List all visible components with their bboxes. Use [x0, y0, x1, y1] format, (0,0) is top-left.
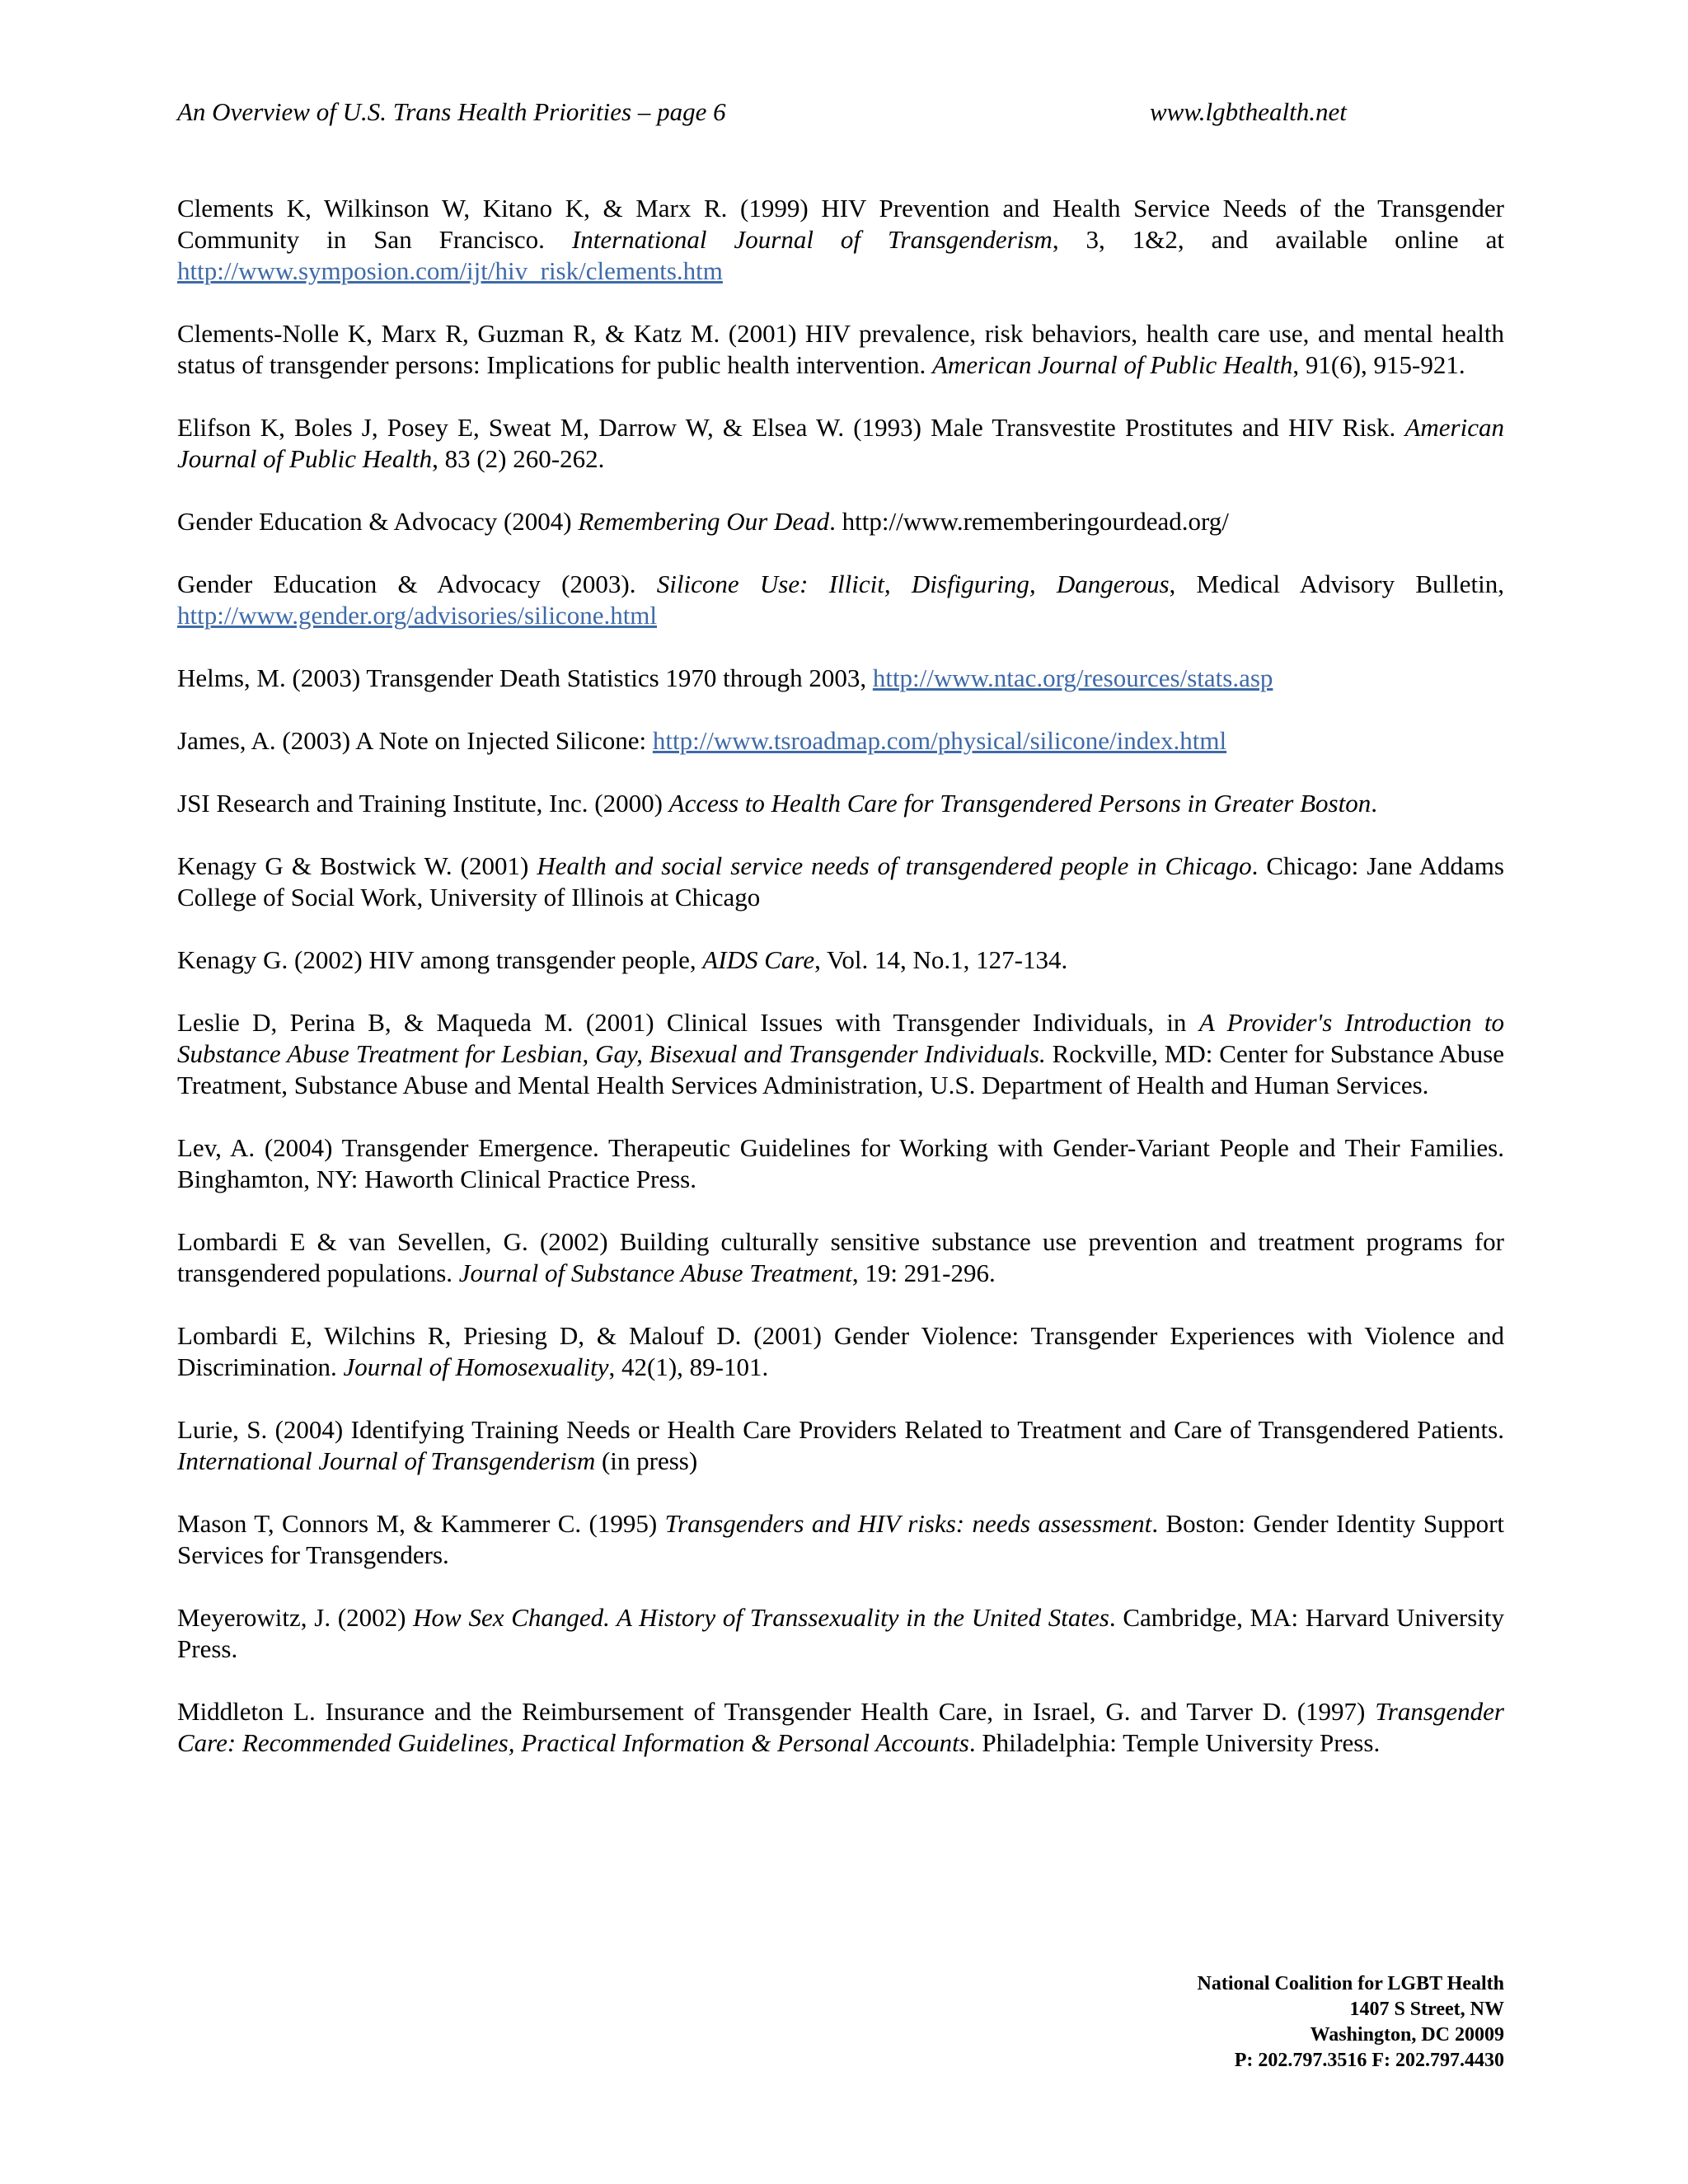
reference-text: . http://www.rememberingourdead.org/	[829, 507, 1229, 536]
reference-text: Clements K, Wilkinson W, Kitano K, & Marx R. (1999) HIV Prevention and Health Service Needs of the Transgender Community in San Francisco.	[177, 194, 1504, 254]
reference-text: , 3, 1&2, and available online at	[1052, 225, 1505, 254]
reference-text: JSI Research and Training Institute, Inc. (2000)	[177, 789, 669, 818]
reference-text: , Medical Advisory Bulletin,	[1169, 569, 1504, 598]
publication-title: How Sex Changed. A History of Transsexuality in the United States	[413, 1603, 1109, 1632]
reference-text: Clements-Nolle K, Marx R, Guzman R, & Katz M. (2001) HIV prevalence, risk behaviors, health care use, and mental health status of transgender persons: Implications for public health intervention.	[177, 319, 1504, 379]
reference-text: Leslie D, Perina B, & Maqueda M. (2001) Clinical Issues with Transgender Individuals, in	[177, 1008, 1199, 1037]
publication-title: Transgender Care: Recommended Guidelines, Practical Information & Personal Accounts	[177, 1697, 1504, 1757]
organization-name: National Coalition for LGBT Health	[1197, 1973, 1504, 1994]
reference-list	[177, 193, 1504, 1790]
reference-entry	[177, 725, 1504, 757]
reference-text: , 91(6), 915-921.	[1292, 350, 1465, 379]
reference-entry	[177, 1007, 1504, 1101]
reference-text: Lev, A. (2004) Transgender Emergence. Therapeutic Guidelines for Working with Gender-Variant People and Their Families. Binghamton, NY: Haworth Clinical Practice Press.	[177, 1133, 1504, 1193]
reference-entry	[177, 193, 1504, 287]
reference-text: James, A. (2003) A Note on Injected Silicone:	[177, 726, 653, 755]
reference-entry	[177, 1696, 1504, 1759]
reference-entry	[177, 663, 1504, 694]
phone-fax: P: 202.797.3516 F: 202.797.4430	[1234, 2050, 1504, 2071]
reference-text: Elifson K, Boles J, Posey E, Sweat M, Darrow W, & Elsea W. (1993) Male Transvestite Prostitutes and HIV Risk.	[177, 413, 1405, 442]
reference-entry	[177, 1132, 1504, 1195]
reference-url-link[interactable]: http://www.ntac.org/resources/stats.asp	[872, 663, 1273, 692]
city-address: Washington, DC 20009	[1310, 2024, 1504, 2046]
reference-text: (in press)	[595, 1446, 698, 1475]
reference-text: . Cambridge, MA: Harvard University Press.	[177, 1603, 1504, 1663]
reference-entry	[177, 1414, 1504, 1477]
reference-text: Lombardi E & van Sevellen, G. (2002) Building culturally sensitive substance use prevention and treatment programs for transgendered populations.	[177, 1227, 1504, 1287]
publication-title: Remembering Our Dead	[578, 507, 830, 536]
reference-text: .	[1371, 789, 1377, 818]
reference-entry	[177, 506, 1504, 537]
reference-entry	[177, 851, 1504, 913]
reference-entry	[177, 1226, 1504, 1289]
reference-entry	[177, 1320, 1504, 1383]
publication-title: Silicone Use: Illicit, Disfiguring, Dangerous	[656, 569, 1170, 598]
reference-text: Meyerowitz, J. (2002)	[177, 1603, 414, 1632]
reference-text: . Philadelphia: Temple University Press.	[968, 1728, 1381, 1757]
reference-text: Kenagy G. (2002) HIV among transgender people,	[177, 945, 703, 974]
reference-text: Middleton L. Insurance and the Reimbursement of Transgender Health Care, in Israel, G. and Tarver D. (1997)	[177, 1697, 1376, 1726]
reference-text: , 83 (2) 260-262.	[432, 444, 605, 473]
reference-url-link[interactable]: http://www.gender.org/advisories/silicone.html	[177, 601, 658, 630]
contact-block	[1198, 1971, 1504, 2074]
reference-entry	[177, 318, 1504, 381]
publication-title: International Journal of Transgenderism	[177, 1446, 596, 1475]
reference-text: , 42(1), 89-101.	[608, 1352, 769, 1381]
publication-title: Health and social service needs of transgendered people in Chicago	[537, 851, 1252, 880]
reference-entry	[177, 1602, 1504, 1665]
reference-url-link[interactable]: http://www.tsroadmap.com/physical/silicone/index.html	[652, 726, 1227, 755]
reference-text: , Vol. 14, No.1, 127-134.	[814, 945, 1068, 974]
reference-text: Lombardi E, Wilchins R, Priesing D, & Malouf D. (2001) Gender Violence: Transgender Experiences with Violence and Discrimination.	[177, 1321, 1504, 1381]
publication-title: American Journal of Public Health	[177, 413, 1504, 473]
publication-title: Journal of Substance Abuse Treatment	[458, 1258, 852, 1287]
reference-text: Mason T, Connors M, & Kammerer C. (1995)	[177, 1509, 665, 1538]
reference-entry	[177, 944, 1504, 976]
publication-title: International Journal of Transgenderism	[571, 225, 1053, 254]
reference-text: . Boston: Gender Identity Support Services for Transgenders.	[177, 1509, 1504, 1569]
reference-entry	[177, 1508, 1504, 1571]
reference-text: Lurie, S. (2004) Identifying Training Needs or Health Care Providers Related to Treatment and Care of Transgendered Patients.	[177, 1415, 1504, 1444]
reference-entry	[177, 788, 1504, 819]
publication-title: AIDS Care	[702, 945, 815, 974]
reference-text: , 19: 291-296.	[851, 1258, 996, 1287]
reference-text: Rockville, MD: Center for Substance Abuse Treatment, Substance Abuse and Mental Health Services Administration, U.S. Department of Health and Human Services.	[177, 1039, 1504, 1099]
reference-entry	[177, 412, 1504, 475]
reference-text: Helms, M. (2003) Transgender Death Statistics 1970 through 2003,	[177, 663, 873, 692]
publication-title: A Provider's Introduction to Substance Abuse Treatment for Lesbian, Gay, Bisexual and Transgender Individuals.	[177, 1008, 1504, 1068]
reference-url-link[interactable]: http://www.symposion.com/ijt/hiv_risk/clements.htm	[177, 256, 723, 285]
publication-title: Access to Health Care for Transgendered Persons in Greater Boston	[668, 789, 1372, 818]
reference-text: . Chicago: Jane Addams College of Social Work, University of Illinois at Chicago	[177, 851, 1504, 912]
document-title: An Overview of U.S. Trans Health Priorities – page 6	[177, 97, 726, 126]
publication-title: Transgenders and HIV risks: needs assessment	[664, 1509, 1152, 1538]
reference-text: Gender Education & Advocacy (2003).	[177, 569, 657, 598]
publication-title: American Journal of Public Health	[932, 350, 1293, 379]
website-link: www.lgbthealth.net	[1150, 97, 1347, 126]
reference-text: Kenagy G & Bostwick W. (2001)	[177, 851, 537, 880]
reference-entry	[177, 569, 1504, 631]
street-address: 1407 S Street, NW	[1349, 1999, 1504, 2020]
reference-text: Gender Education & Advocacy (2004)	[177, 507, 579, 536]
publication-title: Journal of Homosexuality	[343, 1352, 609, 1381]
